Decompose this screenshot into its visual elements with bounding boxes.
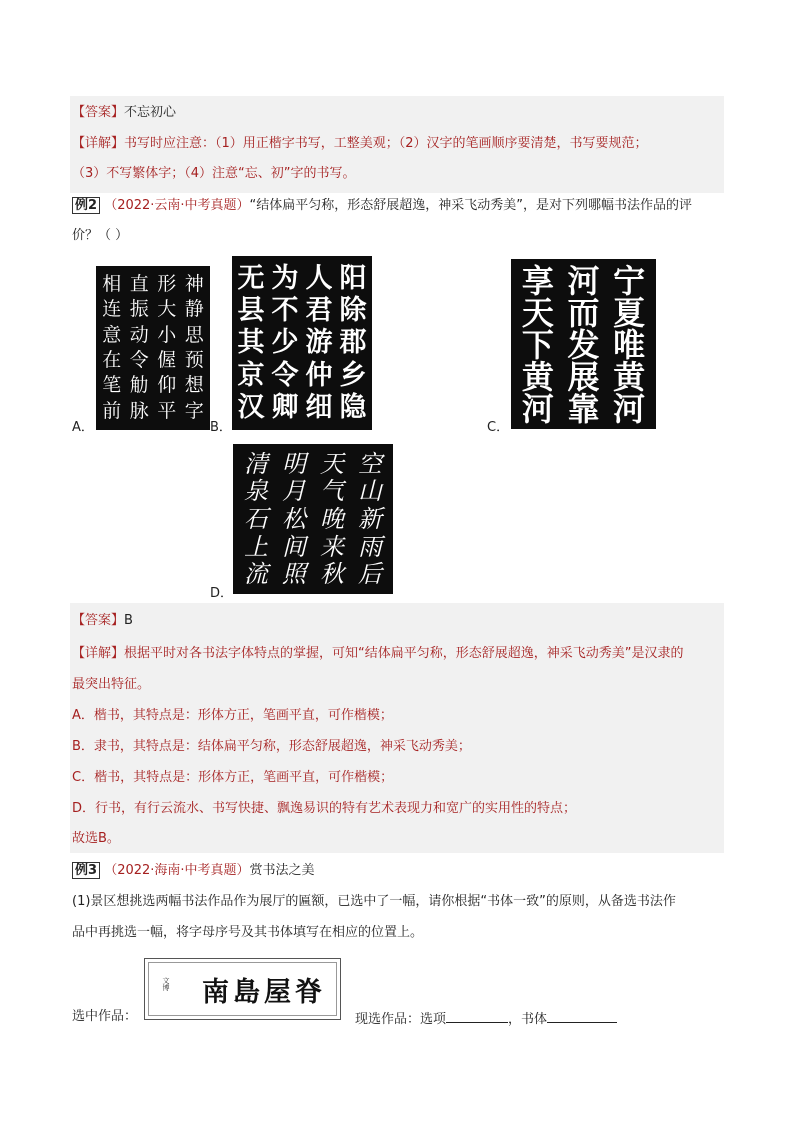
calligraphy-char: 而: [567, 294, 600, 332]
calligraphy-char: 君: [305, 295, 333, 327]
fill-in-line: [355, 1008, 617, 1029]
calligraphy-char: 振: [129, 298, 149, 321]
analysis-item: B．隶书，其特点是：结体扁平匀称，形态舒展超逸，神采飞动秀美；: [72, 739, 471, 754]
calligraphy-char: 小: [157, 323, 177, 346]
ex3-line2: 品中再挑选一幅，将字母序号及其书体填写在相应的位置上。: [72, 925, 424, 940]
calligraphy-char: 泉: [244, 477, 268, 506]
option-d-image[interactable]: [233, 444, 393, 594]
calligraphy-char: 流: [244, 560, 268, 589]
calligraphy-char: 汉: [237, 392, 265, 424]
question-title: 赏书法之美: [249, 863, 315, 878]
calligraphy-column: [613, 262, 646, 428]
calligraphy-char: 晚: [320, 504, 344, 533]
calligraphy-char: 黄: [521, 358, 554, 396]
calligraphy-char: 乡: [339, 359, 367, 391]
question-source: （2022·云南·中考真题）: [104, 198, 250, 213]
detail-text: 书写时应注意：（1）用正楷字书写，工整美观；（2）汉字的笔画顺序要清楚，书写要规范；: [124, 136, 648, 151]
analysis-item: A．楷书，其特点是：形体方正，笔画平直，可作楷模；: [72, 708, 393, 723]
calligraphy-char: 脉: [129, 399, 149, 422]
example-tag: 例3: [72, 862, 100, 879]
answer-text: B: [124, 613, 133, 628]
calligraphy-char: 为: [271, 262, 299, 294]
calligraphy-char: 月: [282, 477, 306, 506]
calligraphy-char: 后: [358, 560, 382, 589]
analysis-item: C．楷书，其特点是：形体方正，笔画平直，可作楷模；: [72, 770, 394, 785]
calligraphy-column: [567, 262, 600, 428]
q1-detail-line1: [72, 135, 648, 153]
calligraphy-char: 不: [271, 295, 299, 327]
calligraphy-column: [306, 262, 333, 424]
calligraphy-char: 想: [184, 374, 204, 397]
calligraphy-char: 预: [184, 349, 204, 372]
calligraphy-column: [102, 272, 121, 424]
calligraphy-column: [130, 272, 149, 424]
calligraphy-char: 笔: [102, 374, 122, 397]
q1-answer-line: [72, 104, 176, 122]
answer-tag: 【答案】: [72, 105, 125, 120]
calligraphy-char: 在: [102, 349, 122, 372]
ex3-heading: [72, 862, 315, 880]
ex3-line1: (1)景区想挑选两幅书法作品作为展厅的匾额，已选中了一幅，请你根据“书体一致”的原则，从备选书法作: [72, 894, 676, 909]
calligraphy-char: 宁: [613, 262, 646, 300]
detail-tag: 【详解】: [72, 646, 125, 661]
calligraphy-char: 靠: [567, 390, 600, 428]
calligraphy-char: 游: [305, 327, 333, 359]
plaque-border: [148, 962, 337, 1016]
calligraphy-char: 河: [521, 390, 554, 428]
calligraphy-char: 秋: [320, 560, 344, 589]
calligraphy-char: 天: [320, 449, 344, 478]
calligraphy-char: 松: [282, 504, 306, 533]
calligraphy-char: 气: [320, 477, 344, 506]
calligraphy-char: 发: [567, 326, 600, 364]
calligraphy-column: [521, 262, 554, 428]
option-a-label: A．: [72, 420, 94, 435]
calligraphy-char: 神: [184, 273, 204, 296]
calligraphy-column: [272, 262, 299, 424]
calligraphy-char: 天: [521, 294, 554, 332]
calligraphy-char: 阳: [339, 262, 367, 294]
calligraphy-char: 前: [102, 399, 122, 422]
calligraphy-char: 京: [237, 359, 265, 391]
selected-work-label: 选中作品：: [72, 1009, 138, 1024]
calligraphy-char: 卿: [271, 392, 299, 424]
calligraphy-char: 觔: [129, 374, 149, 397]
answer-tag: 【答案】: [72, 613, 125, 628]
calligraphy-char: 形: [157, 273, 177, 296]
calligraphy-char: 大: [157, 298, 177, 321]
calligraphy-char: 偓: [157, 349, 177, 372]
calligraphy-column: [340, 262, 367, 424]
option-a-image[interactable]: [96, 266, 210, 430]
analysis-item: D．行书，有行云流水、书写快捷、飘逸易识的特有艺术表现力和宽广的实用性的特点；: [72, 801, 577, 816]
ex2-answer-line: [72, 612, 133, 630]
question-source: （2022·海南·中考真题）: [104, 863, 250, 878]
calligraphy-char: 上: [244, 532, 268, 561]
calligraphy-char: 平: [157, 399, 177, 422]
ex2-detail-line2: 最突出特征。: [72, 677, 151, 692]
calligraphy-char: 石: [244, 504, 268, 533]
calligraphy-column: [157, 272, 176, 424]
calligraphy-char: 人: [305, 262, 333, 294]
calligraphy-char: 隐: [339, 392, 367, 424]
calligraphy-char: 仲: [305, 359, 333, 391]
option-d-label: D．: [210, 586, 234, 601]
calligraphy-char: 新: [358, 504, 382, 533]
detail-text: 根据平时对各书法字体特点的掌握，可知“结体扁平匀称，形态舒展超逸，神采飞动秀美”是汉隶的: [124, 646, 684, 661]
calligraphy-char: 令: [271, 359, 299, 391]
calligraphy-char: 明: [282, 449, 306, 478]
calligraphy-char: 字: [184, 399, 204, 422]
calligraphy-char: 夏: [613, 294, 646, 332]
calligraphy-char: 河: [613, 390, 646, 428]
answer-text: 不忘初心: [124, 105, 177, 120]
example-tag: 例2: [72, 197, 100, 214]
calligraphy-char: 黄: [613, 358, 646, 396]
calligraphy-char: 河: [567, 262, 600, 300]
calligraphy-char: 思: [184, 323, 204, 346]
calligraphy-char: 静: [184, 298, 204, 321]
calligraphy-char: 其: [237, 327, 265, 359]
font-blank[interactable]: [547, 1008, 617, 1023]
calligraphy-char: 照: [282, 560, 306, 589]
calligraphy-char: 享: [521, 262, 554, 300]
calligraphy-char: 雨: [358, 532, 382, 561]
option-b-label: B．: [210, 420, 232, 435]
selected-plaque-image: [144, 958, 341, 1020]
ex2-question-line1: [72, 197, 692, 215]
calligraphy-char: 意: [102, 323, 122, 346]
calligraphy-char: 少: [271, 327, 299, 359]
calligraphy-char: 连: [102, 298, 122, 321]
plaque-seal: 文博: [162, 977, 170, 991]
question-text: “结体扁平匀称，形态舒展超逸，神采飞动秀美”，是对下列哪幅书法作品的评: [249, 198, 693, 213]
calligraphy-char: 相: [102, 273, 122, 296]
option-c-image[interactable]: [511, 259, 656, 429]
option-blank[interactable]: [446, 1008, 508, 1023]
calligraphy-column: [238, 262, 265, 424]
calligraphy-char: 无: [237, 262, 265, 294]
calligraphy-char: 来: [320, 532, 344, 561]
calligraphy-char: 展: [567, 358, 600, 396]
plaque-text: 南島屋脊: [202, 976, 326, 1008]
calligraphy-column: [282, 450, 306, 588]
ex2-detail-line1: [72, 645, 684, 663]
calligraphy-char: 郡: [339, 327, 367, 359]
ex2-question-line2: 价？（ ）: [72, 228, 129, 243]
calligraphy-char: 下: [521, 326, 554, 364]
q1-detail-line2: （3）不写繁体字；（4）注意“忘、初”字的书写。: [72, 166, 356, 181]
calligraphy-char: 动: [129, 323, 149, 346]
calligraphy-char: 唯: [613, 326, 646, 364]
calligraphy-char: 县: [237, 295, 265, 327]
calligraphy-char: 间: [282, 532, 306, 561]
calligraphy-char: 清: [244, 449, 268, 478]
calligraphy-char: 山: [358, 477, 382, 506]
calligraphy-char: 仰: [157, 374, 177, 397]
calligraphy-column: [244, 450, 268, 588]
calligraphy-column: [358, 450, 382, 588]
calligraphy-char: 细: [305, 392, 333, 424]
calligraphy-char: 直: [129, 273, 149, 296]
option-b-image[interactable]: [232, 256, 372, 430]
font-label: ，书体: [508, 1012, 548, 1027]
option-c-label: C．: [487, 420, 510, 435]
calligraphy-char: 除: [339, 295, 367, 327]
calligraphy-char: 令: [129, 349, 149, 372]
now-label: 现选作品：选项: [355, 1012, 447, 1027]
calligraphy-column: [185, 272, 204, 424]
calligraphy-char: 空: [358, 449, 382, 478]
calligraphy-column: [320, 450, 344, 588]
detail-tag: 【详解】: [72, 136, 125, 151]
analysis-item: 故选B。: [72, 831, 120, 846]
